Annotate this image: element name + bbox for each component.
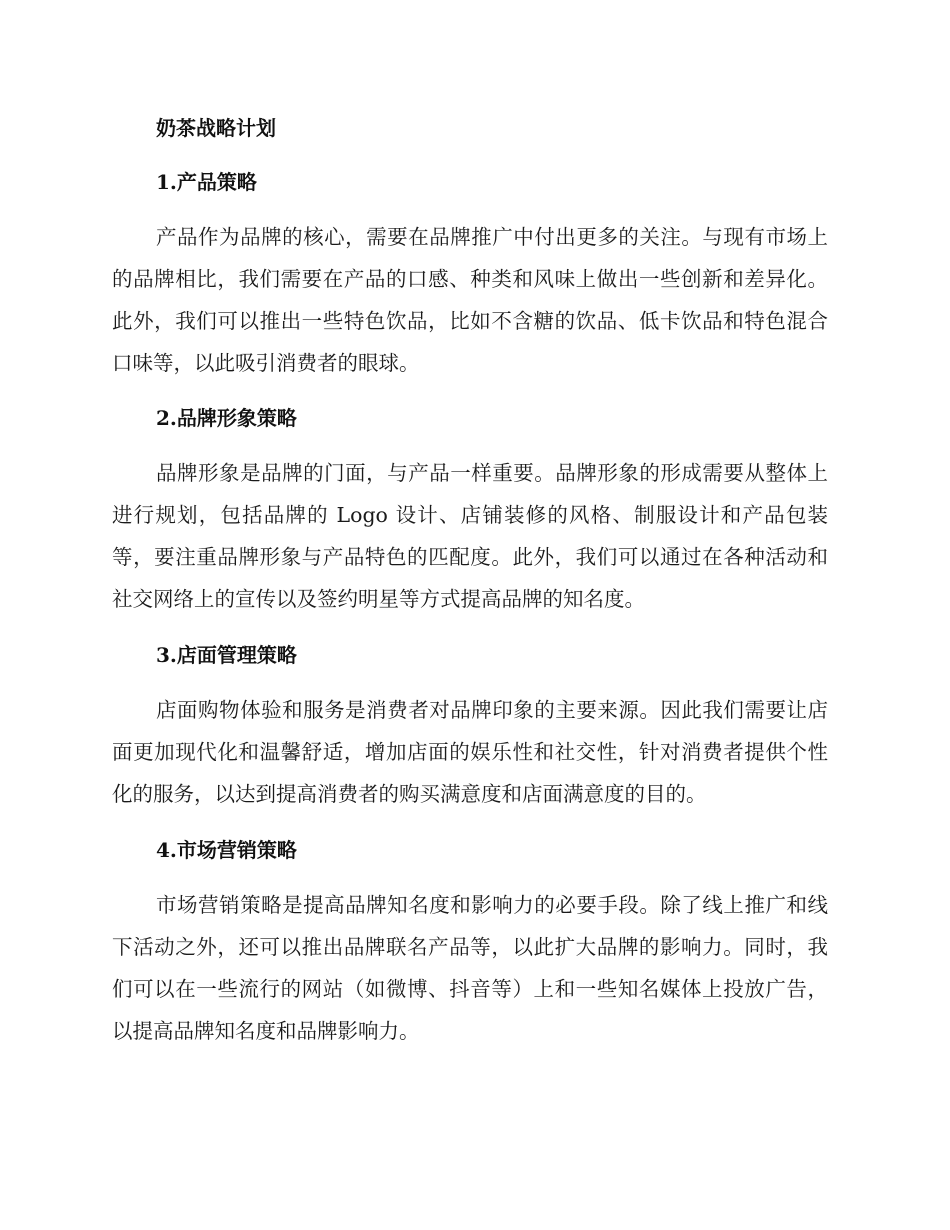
section-body-store-management: 店面购物体验和服务是消费者对品牌印象的主要来源。因此我们需要让店面更加现代化和温馨舒适，增加店面的娱乐性和社交性，针对消费者提供个性化的服务，以达到提高消费者的购买满意度和店面满意度的目的。 (112, 698, 828, 806)
section-body-marketing: 市场营销策略是提高品牌知名度和影响力的必要手段。除了线上推广和线下活动之外，还可以推出品牌联名产品等，以此扩大品牌的影响力。同时，我们可以在一些流行的网站（如微博、抖音等）上和一些知名媒体上投放广告，以提高品牌知名度和品牌影响力。 (112, 893, 828, 1043)
section-heading-marketing: 4.市场营销策略 (156, 838, 297, 862)
section-body-brand-image: 品牌形象是品牌的门面，与产品一样重要。品牌形象的形成需要从整体上进行规划，包括品牌的 Logo 设计、店铺装修的风格、制服设计和产品包装等，要注重品牌形象与产品特色的匹配度。此外，我们可以通过在各种活动和社交网络上的宣传以及签约明星等方式提高品牌的知名度。 (112, 461, 828, 611)
section-heading-brand-image: 2.品牌形象策略 (156, 406, 297, 430)
section-body-product: 产品作为品牌的核心，需要在品牌推广中付出更多的关注。与现有市场上的品牌相比，我们需要在产品的口感、种类和风味上做出一些创新和差异化。此外，我们可以推出一些特色饮品，比如不含糖的饮品、低卡饮品和特色混合口味等，以此吸引消费者的眼球。 (112, 225, 828, 375)
section-heading-store-management: 3.店面管理策略 (156, 643, 297, 667)
document-title: 奶茶战略计划 (156, 116, 276, 140)
section-heading-product: 1.产品策略 (156, 170, 257, 194)
